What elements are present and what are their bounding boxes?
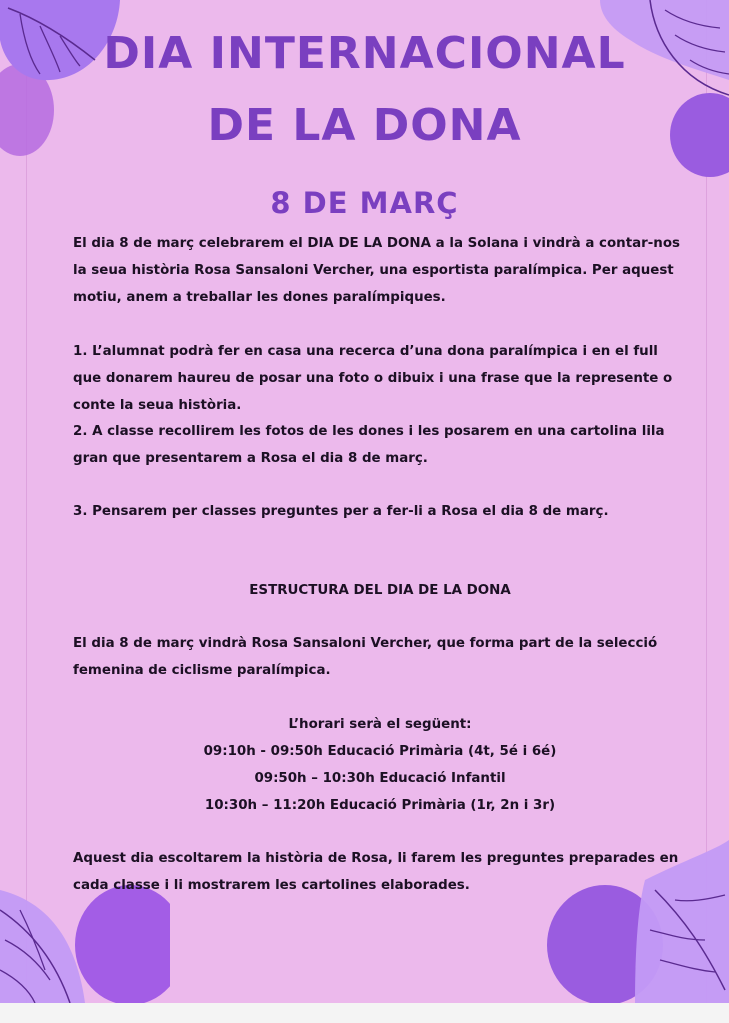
step-1-text: 1. L’alumnat podrà fer en casa una recerca d’una dona paralímpica i en el full que donarem haureu de posar una foto o dibuix i una frase que la represente o conte la seua història. <box>73 344 673 413</box>
schedule <box>73 711 687 819</box>
structure-heading-text: ESTRUCTURA DEL DIA DE LA DONA <box>249 583 511 598</box>
step-3-text: 3. Pensarem per classes preguntes per a fer-li a Rosa el dia 8 de març. <box>73 504 609 519</box>
bottom-strip <box>0 1003 729 1023</box>
step-2-text: 2. A classe recollirem les fotos de les dones i les posarem en una cartolina lila gran que presentarem a Rosa el dia 8 de març. <box>73 424 665 466</box>
title-line-2: DE LA DONA <box>207 100 522 151</box>
structure-heading <box>73 577 687 604</box>
title-line-1: DIA INTERNACIONAL <box>103 28 626 79</box>
step-2 <box>73 418 687 472</box>
step-1 <box>73 338 687 419</box>
closing-paragraph <box>73 845 687 899</box>
schedule-item: 09:50h – 10:30h Educació Infantil <box>254 771 506 786</box>
intro-text: El dia 8 de març celebrarem el DIA DE LA DONA a la Solana i vindrà a contar-nos la seua història Rosa Sansaloni Vercher, una esportista paralímpica. Per aquest motiu, anem a treballar les dones paralímpiques. <box>73 236 681 305</box>
intro-paragraph <box>73 230 687 311</box>
step-3 <box>73 498 687 525</box>
event-date: 8 DE MARÇ <box>270 186 459 220</box>
schedule-item: 09:10h - 09:50h Educació Primària (4t, 5é i 6é) <box>203 744 557 759</box>
schedule-heading: L’horari serà el següent: <box>288 717 472 732</box>
closing-text: Aquest dia escoltarem la història de Rosa, li farem les preguntes preparades en cada classe i li mostrarem les cartolines elaborades. <box>73 851 679 893</box>
schedule-item: 10:30h – 11:20h Educació Primària (1r, 2n i 3r) <box>204 798 556 813</box>
structure-text: El dia 8 de març vindrà Rosa Sansaloni Vercher, que forma part de la selecció femenina de ciclisme paralímpica. <box>73 636 658 678</box>
top-right-leaf-decoration <box>580 0 729 180</box>
structure-paragraph <box>73 630 687 684</box>
